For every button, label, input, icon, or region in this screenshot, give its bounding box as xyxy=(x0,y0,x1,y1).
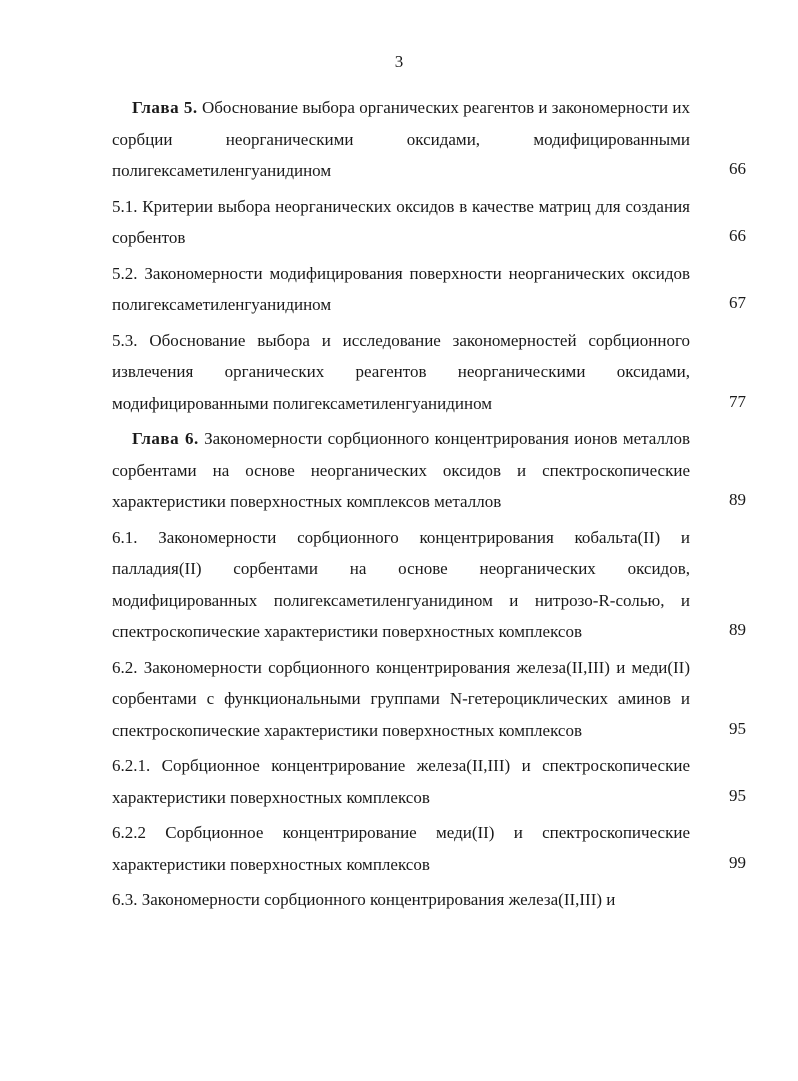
toc-page-number: 95 xyxy=(729,718,746,738)
toc-entry-6-2-2 xyxy=(112,817,746,880)
toc-page-number: 89 xyxy=(729,490,746,509)
toc-entry-5-2 xyxy=(112,258,746,321)
toc-entry-title: Обоснование выбора органических реагентов и закономерности их сорбции неорганическими оксидами, модифицированными полигексаметиленгуанидином xyxy=(112,98,690,180)
toc-entry-6-2 xyxy=(112,652,746,747)
toc-entry-6-1 xyxy=(112,522,746,648)
toc-page-number: 67 xyxy=(729,293,746,312)
toc-entry-title: Закономерности сорбционного концентрирования ионов металлов сорбентами на основе неорганических оксидов и спектроскопические характеристики поверхностных комплексов металлов xyxy=(112,429,690,511)
toc-page-number: 95 xyxy=(729,785,746,805)
toc-entry-title: 6.2.2 Сорбционное концентрирование меди(II) и спектроскопические характеристики поверхностных комплексов xyxy=(112,823,690,874)
toc-entry-title: 6.3. Закономерности сорбционного концентрирования железа(II,III) и xyxy=(112,890,616,909)
toc-entry-title: 6.2.1. Сорбционное концентрирование железа(II,III) и спектроскопические характеристики поверхностных комплексов xyxy=(112,756,690,807)
chapter-label: Глава 6. xyxy=(132,429,199,448)
toc-entry-title: 5.2. Закономерности модифицирования поверхности неорганических оксидов полигексаметиленгуанидином xyxy=(112,263,690,314)
toc-entry-title: 5.3. Обоснование выбора и исследование закономерностей сорбционного извлечения органических реагентов неорганическими оксидами, модифицированными полигексаметиленгуанидином xyxy=(112,330,690,413)
toc-page-number: 66 xyxy=(729,226,746,245)
toc-entry-6-3 xyxy=(112,884,746,916)
toc-entry-title: 5.1. Критерии выбора неорганических оксидов в качестве матриц для создания сорбентов xyxy=(112,196,690,247)
toc-entry-5-3 xyxy=(112,325,746,420)
table-of-contents xyxy=(112,92,746,920)
toc-entry-6-2-1 xyxy=(112,750,746,813)
toc-entry-title: 6.2. Закономерности сорбционного концентрирования железа(II,III) и меди(II) сорбентами с функциональными группами N-гетероциклических аминов и спектроскопические характеристики поверхностных комплексов xyxy=(112,657,690,740)
toc-entry-chapter-5 xyxy=(112,92,746,187)
toc-page-number: 77 xyxy=(729,391,746,411)
toc-page-number: 89 xyxy=(729,620,746,639)
toc-entry-text xyxy=(112,92,690,187)
toc-entry-title: 6.1. Закономерности сорбционного концентрирования кобальта(II) и палладия(II) сорбентами на основе неорганических оксидов, модифицированных полигексаметиленгуанидином и нитрозо-R-солью, и спектроскопические характеристики поверхностных комплексов xyxy=(112,527,690,641)
toc-page-number: 99 xyxy=(729,852,746,872)
page-number: 3 xyxy=(394,52,404,71)
toc-page-number: 66 xyxy=(729,159,746,178)
toc-entry-5-1 xyxy=(112,191,746,254)
chapter-label: Глава 5. xyxy=(132,98,198,117)
toc-entry-text xyxy=(112,423,690,518)
toc-entry-chapter-6 xyxy=(112,423,746,518)
